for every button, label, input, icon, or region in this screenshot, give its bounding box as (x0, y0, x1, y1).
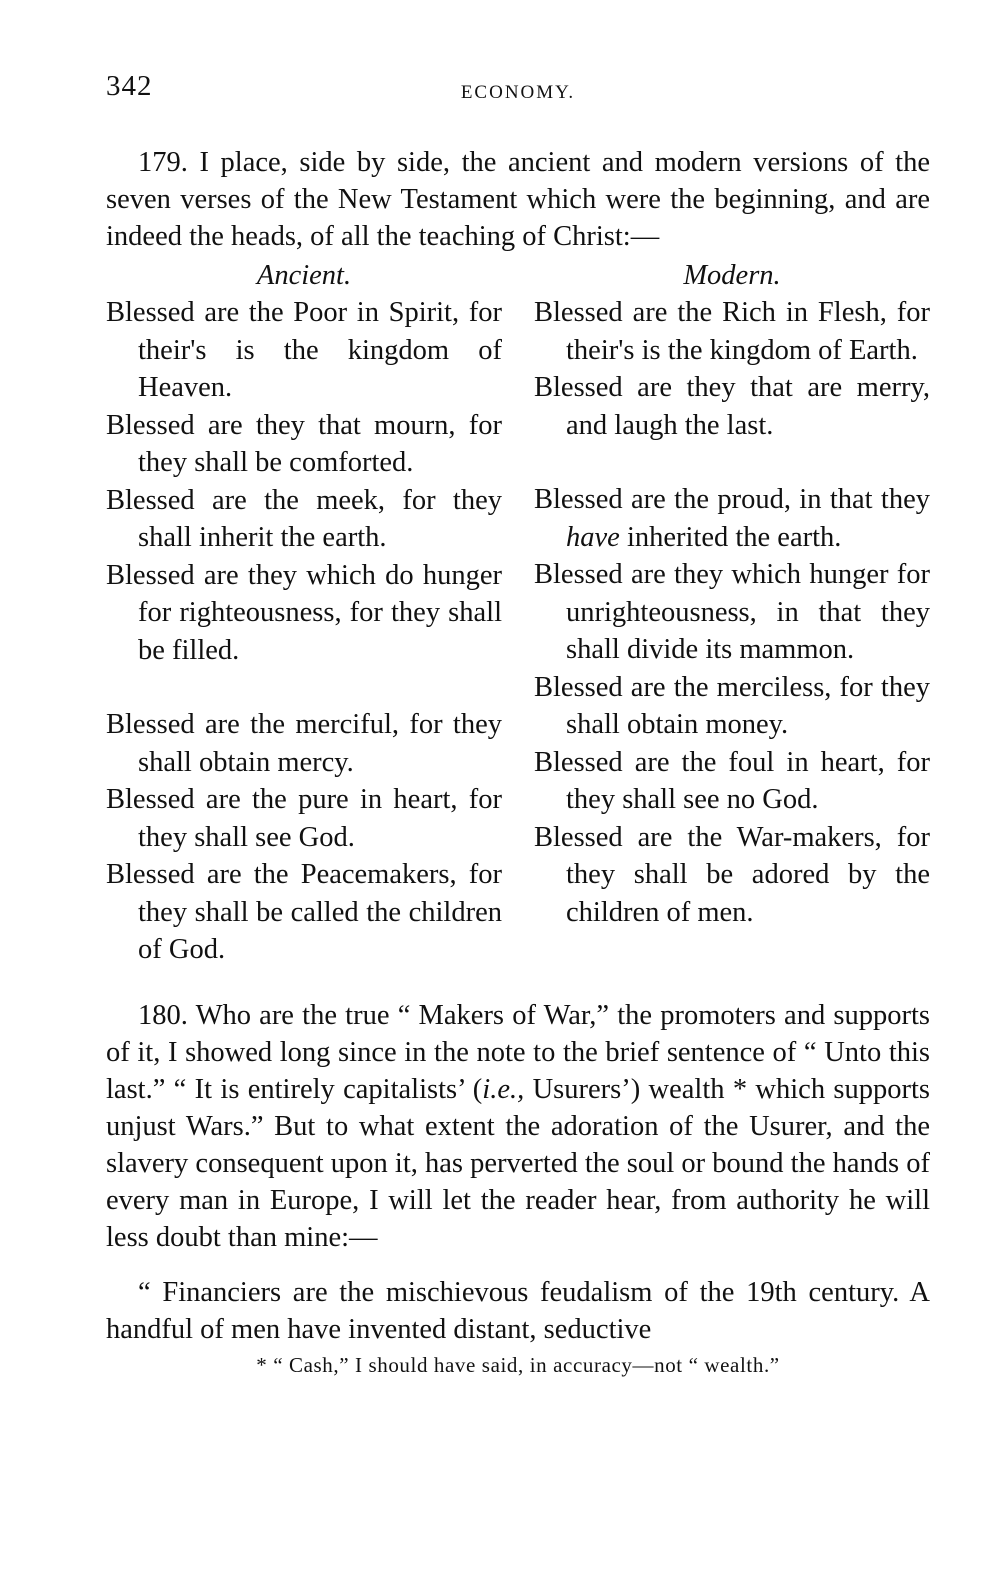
modern-column (534, 257, 930, 969)
modern-verse: Blessed are the foul in heart, for they shall see no God. (534, 746, 930, 815)
page-number: 342 (106, 70, 153, 102)
paragraph-180-ie: i.e., (482, 1073, 525, 1105)
modern-verse-3-italic: have (566, 521, 620, 553)
ancient-verse: Blessed are the Peacemakers, for they shall be called the children of God. (106, 859, 502, 965)
paragraph-180-part1: 180. Who are the true “ Makers of War,” the promoters and supports of it, I showed long since in the note to the brief sentence of “ Unto this last.” “ It is entirely capitalists’ ( (106, 999, 930, 1105)
modern-verse-3-end: inherited the earth. (626, 521, 842, 553)
modern-verse-3-start: Blessed are the proud, in that they (534, 484, 930, 515)
ancient-heading: Ancient. (256, 260, 352, 291)
page-header (106, 70, 930, 114)
running-title: ECONOMY. (460, 82, 576, 103)
modern-verse: Blessed are the merciless, for they shall obtain money. (534, 671, 930, 740)
modern-verse: Blessed are they that are merry, and laugh the last. (534, 372, 930, 441)
paragraph-180 (106, 997, 930, 1256)
ancient-verse: Blessed are they which do hunger for righteousness, for they shall be filled. (106, 559, 502, 666)
modern-verse: Blessed are the Rich in Flesh, for their's is the kingdom of Earth. (534, 297, 930, 366)
modern-heading: Modern. (683, 260, 781, 291)
paragraph-180-part2: Usurers’) wealth * which supports unjust Wars.” But to what extent the adoration of the Usurer, and the slavery consequent upon it, has perverted the soul or bound the hands of every man in Europe, I will let the reader hear, from authority he will less doubt than mine:— (106, 1073, 930, 1253)
ancient-verse: Blessed are the merciful, for they shall obtain mercy. (106, 709, 502, 778)
ancient-column (106, 257, 502, 969)
ancient-verse: Blessed are they that mourn, for they shall be comforted. (106, 409, 502, 478)
modern-verse (534, 481, 930, 556)
paragraph-179-intro: 179. I place, side by side, the ancient and modern versions of the seven verses of the New Testament which were the beginning, and are indeed the heads, of all the teaching of Christ:— (106, 147, 930, 252)
footnote: * “ Cash,” I should have said, in accuracy—not “ wealth.” (256, 1352, 780, 1377)
ancient-verse: Blessed are the meek, for they shall inherit the earth. (106, 484, 502, 553)
ancient-verse: Blessed are the Poor in Spirit, for their's is the kingdom of Heaven. (106, 297, 502, 403)
beatitudes-comparison (106, 257, 930, 969)
modern-verse: Blessed are the War-makers, for they shall be adored by the children of men. (534, 821, 930, 928)
ancient-verse: Blessed are the pure in heart, for they shall see God. (106, 784, 502, 853)
financiers-quote: “ Financiers are the mischievous feudalism of the 19th century. A handful of men have invented distant, seductive (106, 1276, 930, 1345)
book-page (106, 70, 930, 1378)
modern-verse: Blessed are they which hunger for unrighteousness, in that they shall divide its mammon. (534, 559, 930, 665)
